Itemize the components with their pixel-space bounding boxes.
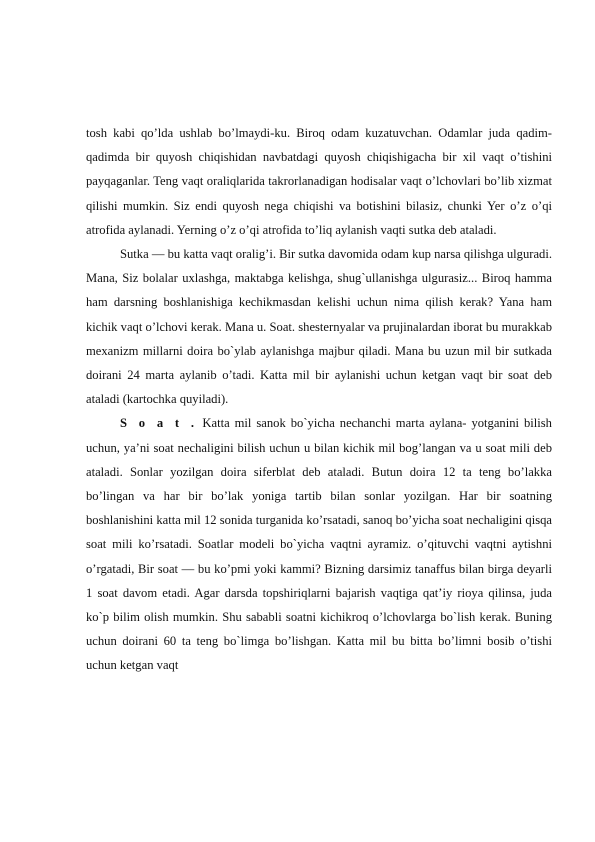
soat-heading: S o a t . — [120, 416, 198, 431]
body-text — [86, 121, 552, 678]
paragraph-1: tosh kabi qo’lda ushlab bo’lmaydi-ku. Biroq odam kuzatuvchan. Odamlar juda qadim-qadimda bir quyosh chiqishidan navbatdagi quyosh chiqishigacha bir xil vaqt o’tishini payqaganlar. Teng vaqt oraliqlarida takrorlanadigan hodisalar vaqt o’lchovlari bo’lib xizmat qilishi mumkin. Siz endi quyosh nega chiqishi va botishini bilasiz, chunki Yer o’z o’qi atrofida aylanadi. Yerning o’z o’qi atrofida to’liq aylanish vaqti sutka deb ataladi. — [86, 126, 552, 237]
paragraph-2: Sutka — bu katta vaqt oralig’i. Bir sutka davomida odam kup narsa qilishga ulguradi. Mana, Siz bolalar uxlashga, maktabga kelishga, shug`ullanishga ulgurasiz... Biroq hamma ham darsning boshlanishiga kechikmasdan kelishi uchun nima qilish kerak? Yana ham kichik vaqt o’lchovi kerak. Mana u. Soat. shesternyalar va prujinalardan iborat bu murakkab mexanizm millarni doira bo`ylab aylanishga majbur qiladi. Mana bu uzun mil bir sutkada doirani 24 marta aylanib o’tadi. Katta mil bir aylanishi uchun ketgan vaqt bir soat deb ataladi (kartochka quyiladi). — [86, 247, 552, 407]
paragraph-3-text: Katta mil sanok bo`yicha nechanchi marta aylana- yotganini bilish uchun, ya’ni soat nechaligini bilish uchun u bilan kichik mil bog’langan va u soat mili deb ataladi. Sonlar yozilgan doira siferblat deb ataladi. Butun doira 12 ta teng bo’lakka bo’lingan va har bir bo’lak yoniga tartib bilan sonlar yozilgan. Har bir soatning boshlanishini katta mil 12 sonida turganida ko’rsatadi, sanoq bo’yicha soat nechaligini qisqa soat mili ko’rsatadi. Soatlar modeli bo`yicha vaqtni ayramiz. o’qituvchi vaqtni aytishni o’rgatadi, Bir soat — bu ko’pmi yoki kammi? Bizning darsimiz tanaffus bilan birga deyarli 1 soat davom etadi. Agar darsda topshiriqlarni bajarish vaqtiga qat’iy rioya qilinsa, juda ko`p bilim olish mumkin. Shu sababli soatni kichikroq o’lchovlarga bo`lish kerak. Buning uchun doirani 60 ta teng bo`limga bo’lishgan. Katta mil bu bitta bo’limni bosib o’tishi uchun ketgan vaqt — [86, 416, 552, 673]
paragraph-3 — [86, 411, 552, 677]
